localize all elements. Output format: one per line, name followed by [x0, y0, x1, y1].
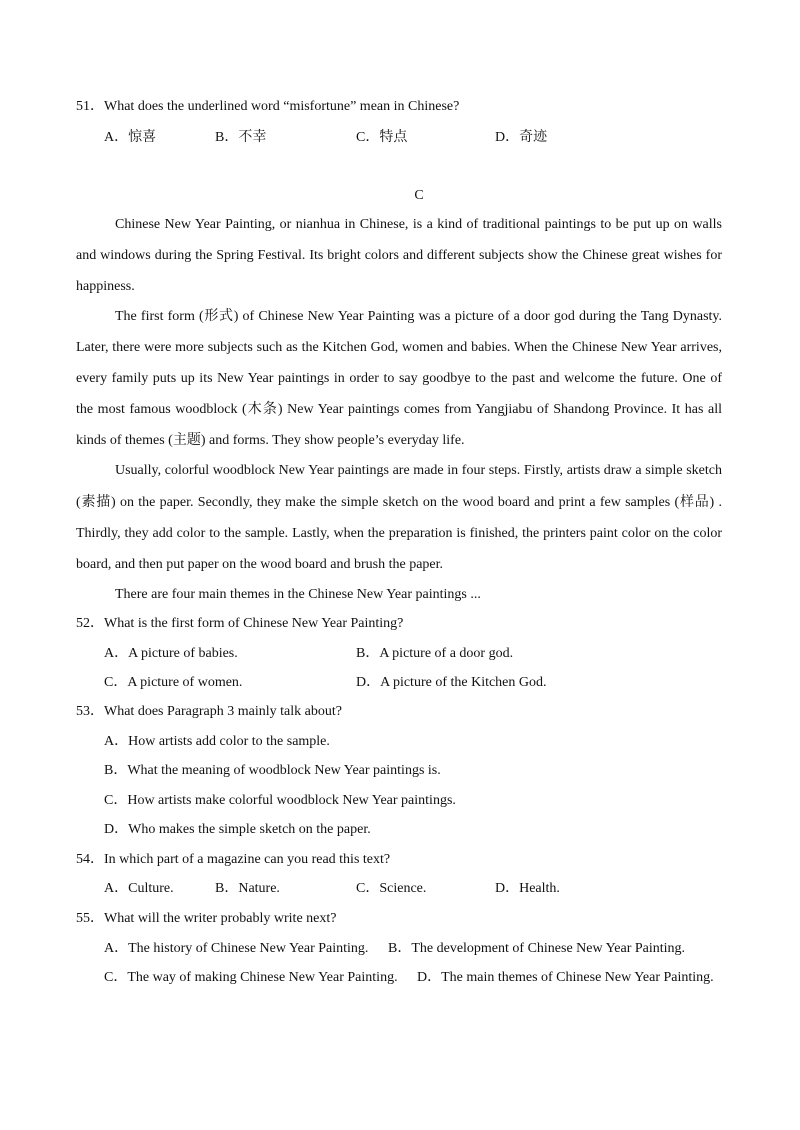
question-53-stem: 53．What does Paragraph 3 mainly talk about?: [76, 704, 342, 719]
question-52-stem: 52．What is the first form of Chinese New Year Painting?: [76, 616, 404, 631]
question-51-option-c: C．特点: [356, 130, 408, 145]
question-52-option-b: B．A picture of a door god.: [356, 646, 514, 661]
passage-p2-line-1: The first form (形式) of Chinese New Year Painting was a picture of a door god during the Tang Dynasty.: [115, 309, 722, 324]
question-54-option-d: D．Health.: [495, 881, 560, 896]
question-53-option-d: D．Who makes the simple sketch on the paper.: [104, 822, 371, 837]
question-55-option-d: D．The main themes of Chinese New Year Painting.: [417, 970, 714, 985]
passage-p2-line-2: Later, there were more subjects such as the Kitchen God, women and babies. When the Chinese New Year arrives,: [76, 340, 722, 355]
question-52-option-c: C．A picture of women.: [104, 675, 243, 690]
question-52-option-d: D．A picture of the Kitchen God.: [356, 675, 547, 690]
passage-p2-line-4: the most famous woodblock (木条) New Year paintings comes from Yangjiabu of Shandong Province. It has all: [76, 402, 722, 417]
question-54-option-a: A．Culture.: [104, 881, 174, 896]
question-53-option-c: C．How artists make colorful woodblock New Year paintings.: [104, 793, 456, 808]
question-54-option-b: B．Nature.: [215, 881, 280, 896]
passage-p1-line-1: Chinese New Year Painting, or nianhua in Chinese, is a kind of traditional paintings to be put up on walls: [115, 217, 722, 232]
passage-p1-line-3: happiness.: [76, 279, 135, 294]
passage-p3-line-2: (素描) on the paper. Secondly, they make the simple sketch on the wood board and print a few samples (样品) .: [76, 495, 722, 510]
question-54-stem: 54．In which part of a magazine can you read this text?: [76, 852, 391, 867]
passage-p4: There are four main themes in the Chinese New Year paintings ...: [115, 587, 481, 602]
question-54-option-c: C．Science.: [356, 881, 427, 896]
question-53-option-b: B．What the meaning of woodblock New Year paintings is.: [104, 763, 441, 778]
section-letter: C: [414, 188, 424, 203]
question-55-option-c: C．The way of making Chinese New Year Painting.: [104, 970, 398, 985]
question-55-option-a: A．The history of Chinese New Year Painting.: [104, 941, 369, 956]
passage-p3-line-1: Usually, colorful woodblock New Year paintings are made in four steps. Firstly, artists draw a simple sketch: [115, 463, 722, 478]
question-51-option-b: B．不幸: [215, 130, 267, 145]
passage-p2-line-5: kinds of themes (主题) and forms. They show people’s everyday life.: [76, 433, 465, 448]
passage-p1-line-2: and windows during the Spring Festival. Its bright colors and different subjects show the Chinese great wishes for: [76, 248, 722, 263]
passage-p3-line-4: board, and then put paper on the wood board and brush the paper.: [76, 557, 444, 572]
question-55-option-b: B．The development of Chinese New Year Painting.: [388, 941, 686, 956]
question-51-stem: 51．What does the underlined word “misfortune” mean in Chinese?: [76, 99, 460, 114]
passage-p2-line-3: every family puts up its New Year paintings in order to say goodbye to the past and welcome the future. One of: [76, 371, 722, 386]
passage-p3-line-3: Thirdly, they add color to the sample. Lastly, when the preparation is finished, the printers paint color on the color: [76, 526, 722, 541]
question-51-option-a: A．惊喜: [104, 130, 157, 145]
question-53-option-a: A．How artists add color to the sample.: [104, 734, 330, 749]
question-55-stem: 55．What will the writer probably write next?: [76, 911, 337, 926]
question-52-option-a: A．A picture of babies.: [104, 646, 238, 661]
question-51-option-d: D．奇迹: [495, 130, 548, 145]
